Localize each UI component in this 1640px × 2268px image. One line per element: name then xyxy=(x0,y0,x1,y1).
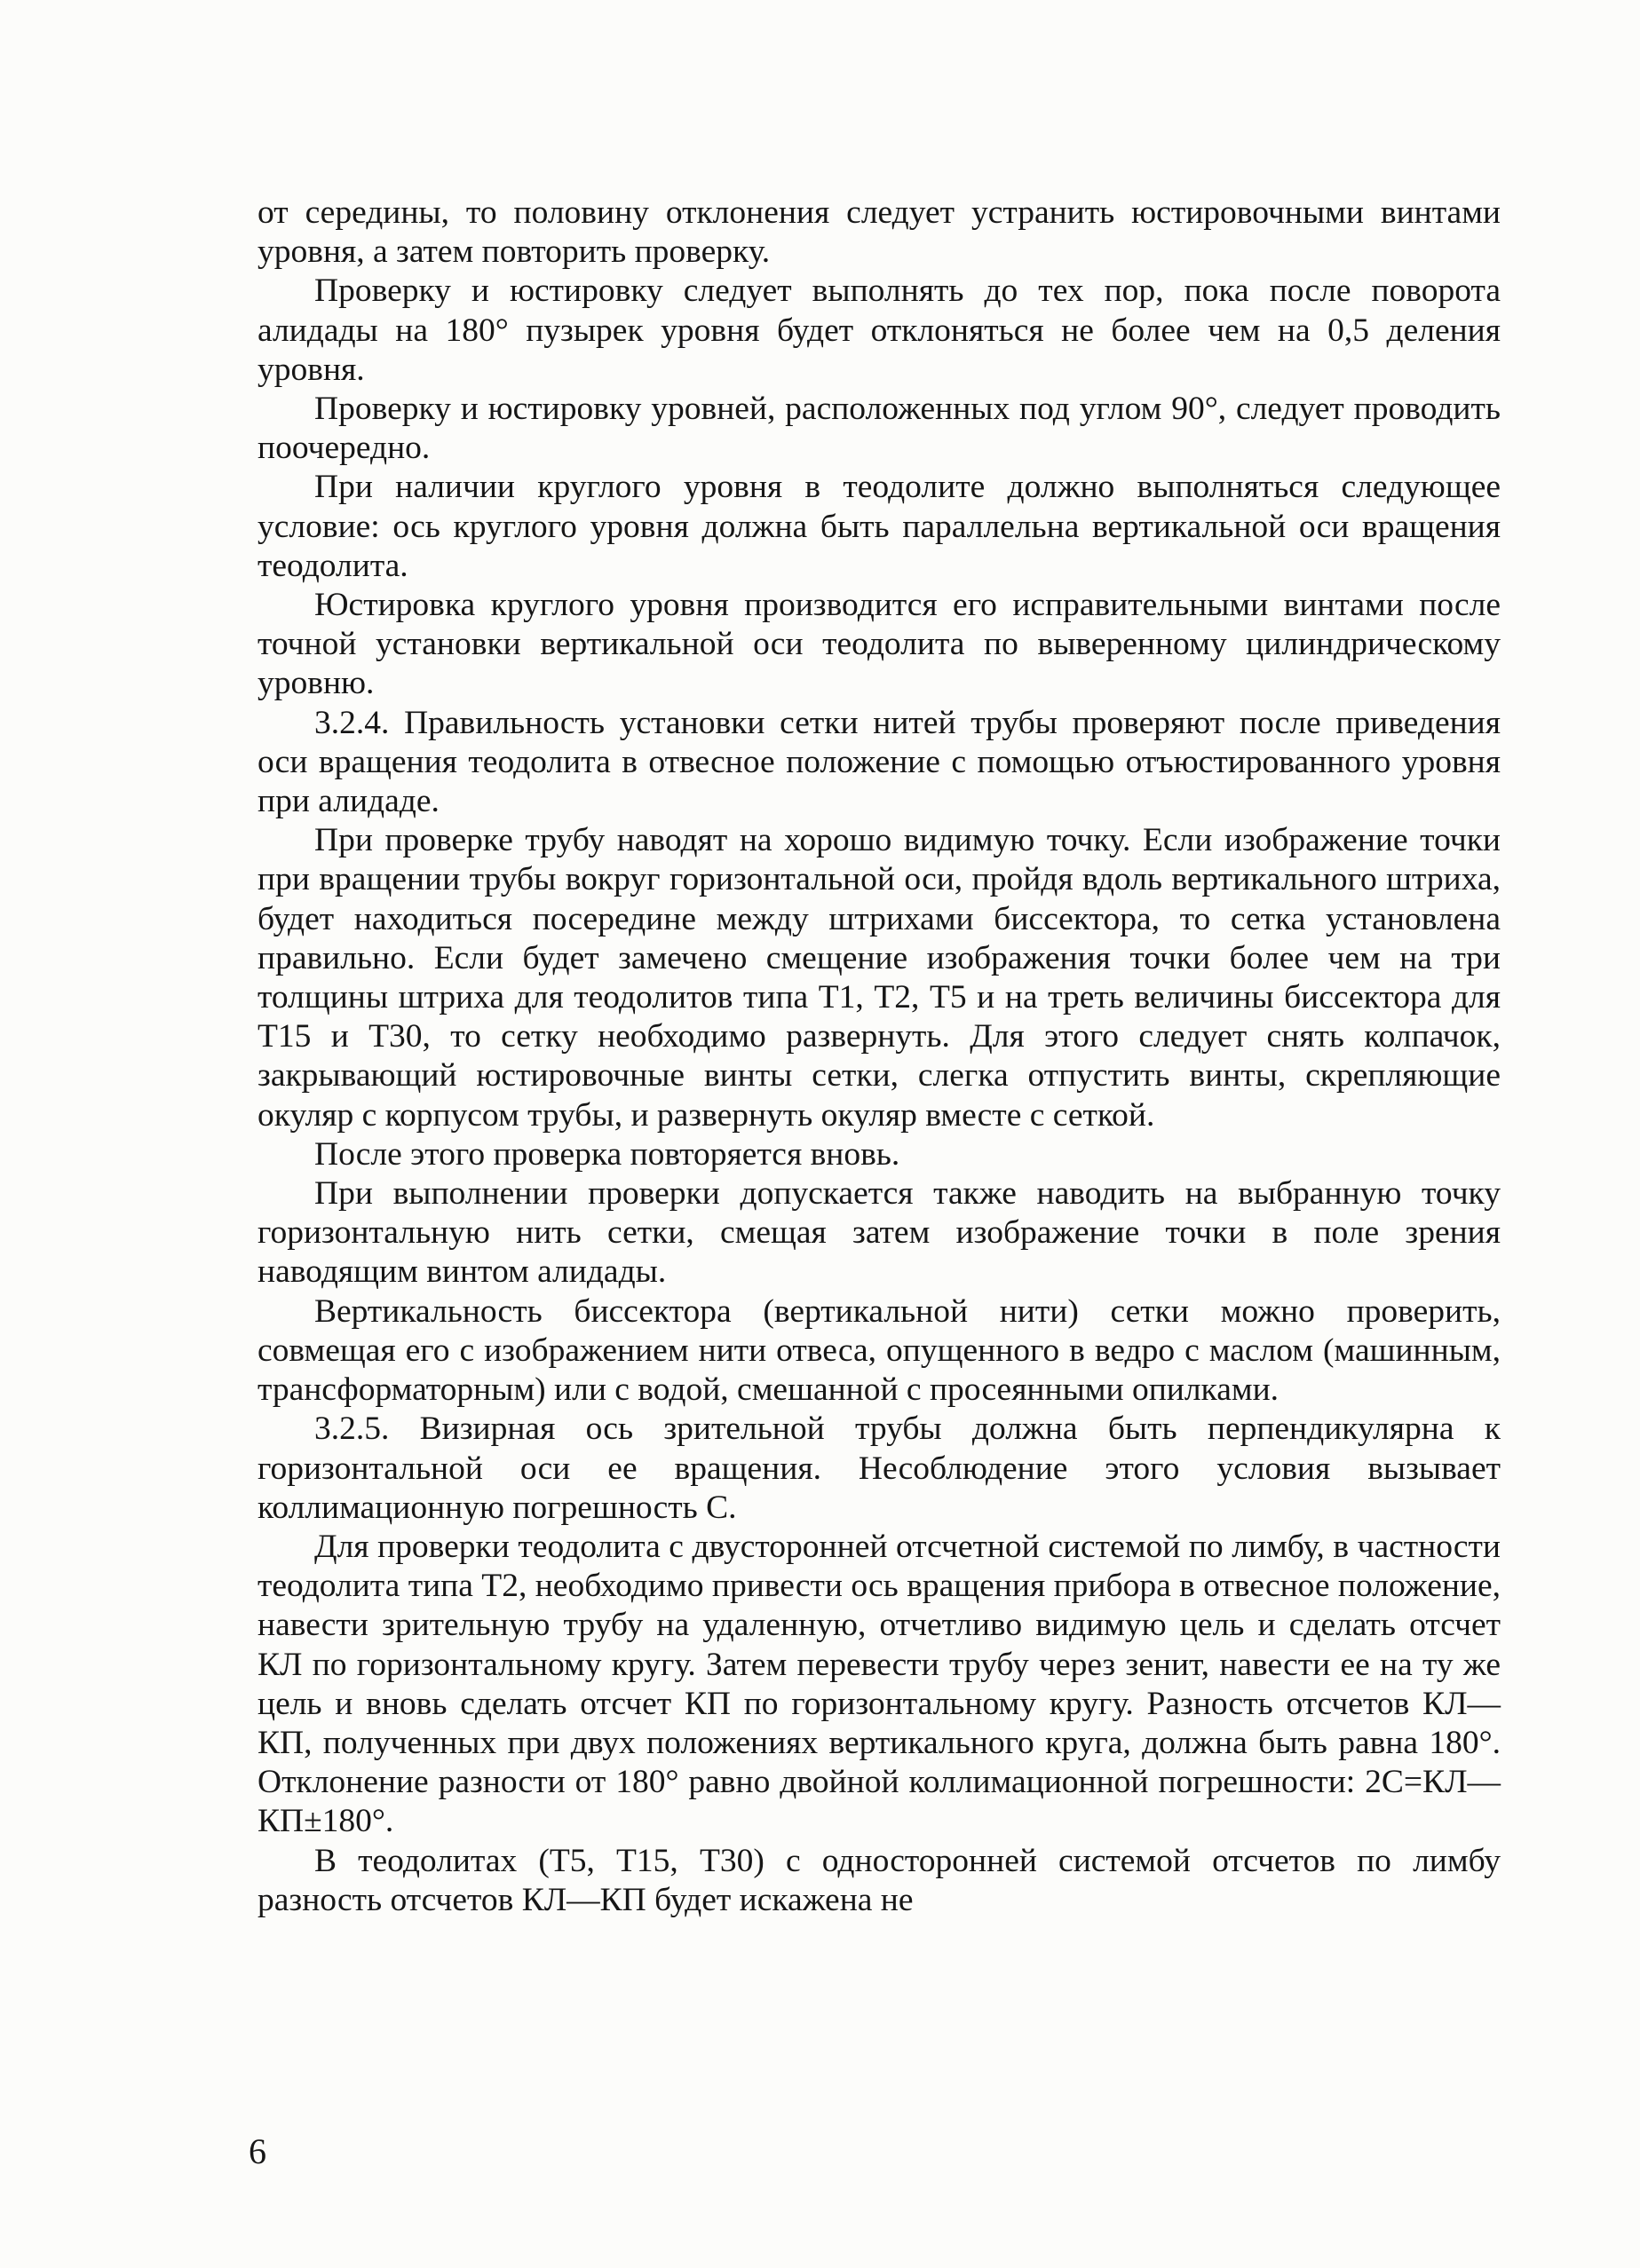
paragraph-6-section-3-2-4: 3.2.4. Правильность установки сетки нитей трубы проверяют после приведения оси вращения теодолита в отвесное положение с помощью отъюстированного уровня при алидаде. xyxy=(257,704,1501,820)
paragraph-12: Для проверки теодолита с двусторонней отсчетной системой по лимбу, в частности теодолита типа Т2, необходимо привести ось вращения прибора в отвесное положение, навести зрительную трубу на удаленную, отчетливо видимую цель и сделать отсчет КЛ по горизонтальному кругу. Затем перевести трубу через зенит, навести ее на ту же цель и вновь сделать отсчет КП по горизонтальному кругу. Разность отсчетов КЛ—КП, полученных при двух положениях вертикального круга, должна быть равна 180°. Отклонение разности от 180° равно двойной коллимационной погрешности: 2С=КЛ—КП±180°. xyxy=(257,1528,1501,1840)
paragraph-1: от середины, то половину отклонения следует устранить юстировочными винтами уровня, а затем повторить проверку. xyxy=(257,194,1501,271)
paragraph-3: Проверку и юстировку уровней, расположенных под углом 90°, следует проводить поочередно. xyxy=(257,391,1501,467)
page-number: 6 xyxy=(249,2131,266,2171)
paragraph-9: При выполнении проверки допускается также наводить на выбранную точку горизонтальную нить сетки, смещая затем изображение точки в поле зрения наводящим винтом алидады. xyxy=(257,1175,1501,1291)
body-text xyxy=(257,194,1501,1920)
paragraph-11-section-3-2-5: 3.2.5. Визирная ось зрительной трубы должна быть перпендикулярна к горизонтальной оси ее вращения. Несоблюдение этого условия вызывает коллимационную погрешность С. xyxy=(257,1411,1501,1526)
paragraph-7: При проверке трубу наводят на хорошо видимую точку. Если изображение точки при вращении трубы вокруг горизонтальной оси, пройдя вдоль вертикального штриха, будет находиться посередине между штрихами биссектора, то сетка установлена правильно. Если будет замечено смещение изображения точки более чем на три толщины штриха для теодолитов типа Т1, Т2, Т5 и на треть величины биссектора для Т15 и Т30, то сетку необходимо развернуть. Для этого следует снять колпачок, закрывающий юстировочные винты сетки, слегка отпустить винты, скрепляющие окуляр с корпусом трубы, и развернуть окуляр вместе с сеткой. xyxy=(257,822,1501,1134)
paragraph-8: После этого проверка повторяется вновь. xyxy=(314,1135,900,1173)
paragraph-2: Проверку и юстировку следует выполнять до тех пор, пока после поворота алидады на 180° пузырек уровня будет отклоняться не более чем на 0,5 деления уровня. xyxy=(257,273,1501,388)
paragraph-13: В теодолитах (Т5, Т15, Т30) с односторонней системой отсчетов по лимбу разность отсчетов КЛ—КП будет искажена не xyxy=(257,1842,1501,1918)
paragraph-10: Вертикальность биссектора (вертикальной нити) сетки можно проверить, совмещая его с изображением нити отвеса, опущенного в ведро с маслом (машинным, трансформаторным) или с водой, смешанной с просеянными опилками. xyxy=(257,1292,1501,1409)
paragraph-5: Юстировка круглого уровня производится его исправительными винтами после точной установки вертикальной оси теодолита по выверенному цилиндрическому уровню. xyxy=(257,587,1501,702)
paragraph-4: При наличии круглого уровня в теодолите должно выполняться следующее условие: ось круглого уровня должна быть параллельна вертикальной оси вращения теодолита. xyxy=(257,469,1501,584)
